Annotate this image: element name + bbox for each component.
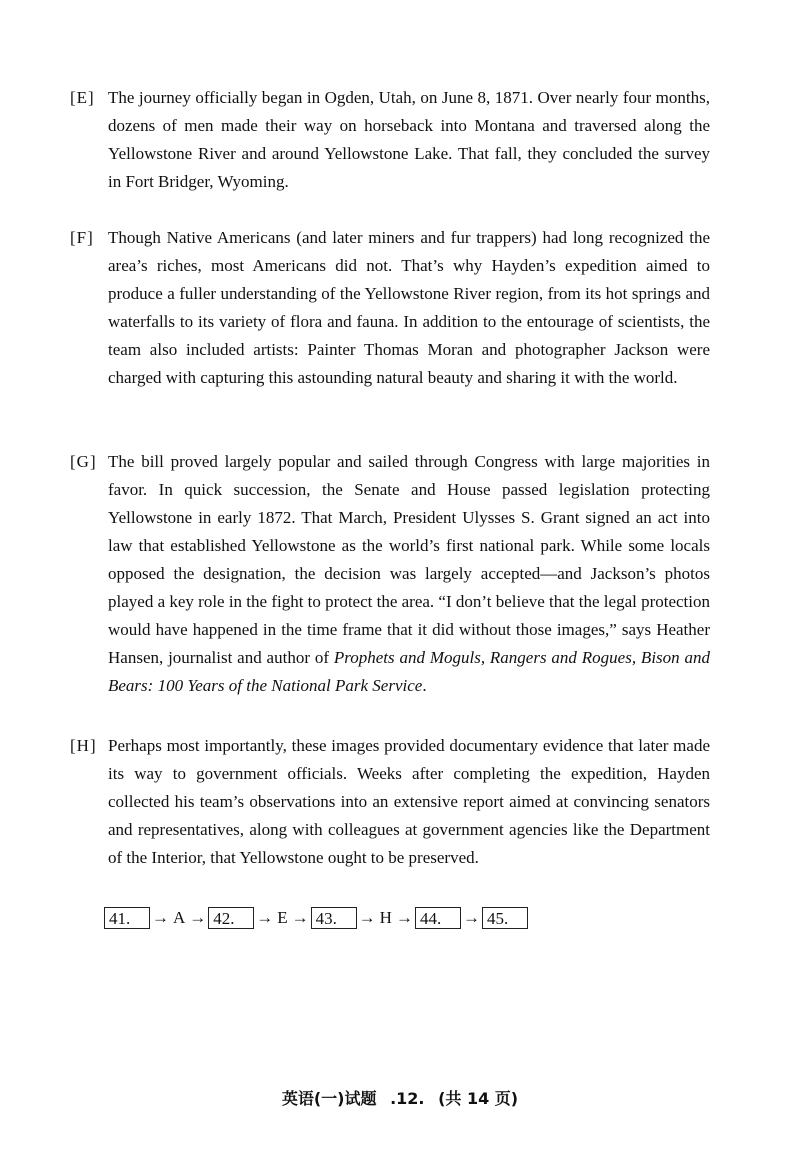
paragraph-text: The journey officially began in Ogden, Utah, on June 8, 1871. Over nearly four months, dozens of men made their way on horseback into Montana and traversed along the Yellowstone River and around Yellowstone Lake. That fall, they concluded the survey in Fort Bridger, Wyoming. — [108, 88, 710, 191]
arrow-icon: → — [291, 908, 309, 927]
paragraph-h — [70, 732, 710, 872]
footer-title: 英语(一)试题 — [281, 1089, 377, 1108]
paragraph-f — [70, 224, 710, 392]
answer-box-45[interactable]: 45. — [482, 907, 528, 929]
arrow-icon: → — [256, 908, 274, 927]
sentence-end: . — [422, 676, 427, 695]
paragraph-body: The bill proved largely popular and sailed through Congress with large majorities in favor. In quick succession, the Senate and House passed legislation protecting Yellowstone in early 1872. That March, President Ulysses S. Grant signed an act into law that established Yellowstone as the world’s first national park. While some locals opposed the designation, the decision was largely accepted—and Jackson’s photos played a key role in the fight to protect the area. “I don’t believe that the legal protection would have happened in the time frame that it did without those images,” says Heather Hansen, journalist and author of — [108, 452, 711, 667]
answer-box-41[interactable]: 41. — [104, 907, 150, 929]
paragraph-label: [G] — [70, 452, 97, 471]
answer-box-44[interactable]: 44. — [415, 907, 461, 929]
arrow-icon: → — [152, 908, 169, 927]
arrow-icon: → — [395, 908, 413, 927]
fixed-letter-e: E — [277, 908, 288, 927]
footer-page-number: .12. — [390, 1089, 425, 1108]
footer-total-pages: (共 14 页) — [438, 1089, 519, 1108]
book-title: Prophets and Moguls, Rangers and Rogues, Bison and Bears: 100 Years of the National Park Service — [108, 648, 711, 695]
paragraph-text: Perhaps most importantly, these images provided documentary evidence that later made its way to government officials. Weeks after completing the expedition, Hayden collected his team’s observations into an extensive report aimed at convincing senators and representatives, along with colleagues at government agencies like the Department of the Interior, that Yellowstone ought to be preserved. — [108, 736, 710, 867]
paragraph-label: [H] — [70, 736, 97, 755]
paragraph-label: [F] — [70, 228, 94, 247]
arrow-icon: → — [189, 908, 207, 927]
answer-sequence — [104, 905, 528, 931]
answer-box-43[interactable]: 43. — [311, 907, 357, 929]
fixed-letter-a: A — [173, 908, 186, 927]
paragraph-text — [108, 448, 710, 700]
paragraph-g — [70, 448, 710, 700]
paragraph-text: Though Native Americans (and later miners and fur trappers) had long recognized the area’s riches, most Americans did not. That’s why Hayden’s expedition aimed to produce a fuller understanding of the Yellowstone River region, from its hot springs and waterfalls to its variety of flora and fauna. In addition to the entourage of scientists, the team also included artists: Painter Thomas Moran and photographer Jackson were charged with capturing this astounding natural beauty and sharing it with the world. — [108, 228, 710, 387]
page-footer — [0, 1086, 800, 1109]
paragraph-e — [70, 84, 710, 196]
paragraph-label: [E] — [70, 88, 95, 107]
arrow-icon: → — [462, 908, 480, 927]
answer-box-42[interactable]: 42. — [208, 907, 254, 929]
arrow-icon: → — [358, 908, 376, 927]
fixed-letter-h: H — [379, 908, 392, 927]
